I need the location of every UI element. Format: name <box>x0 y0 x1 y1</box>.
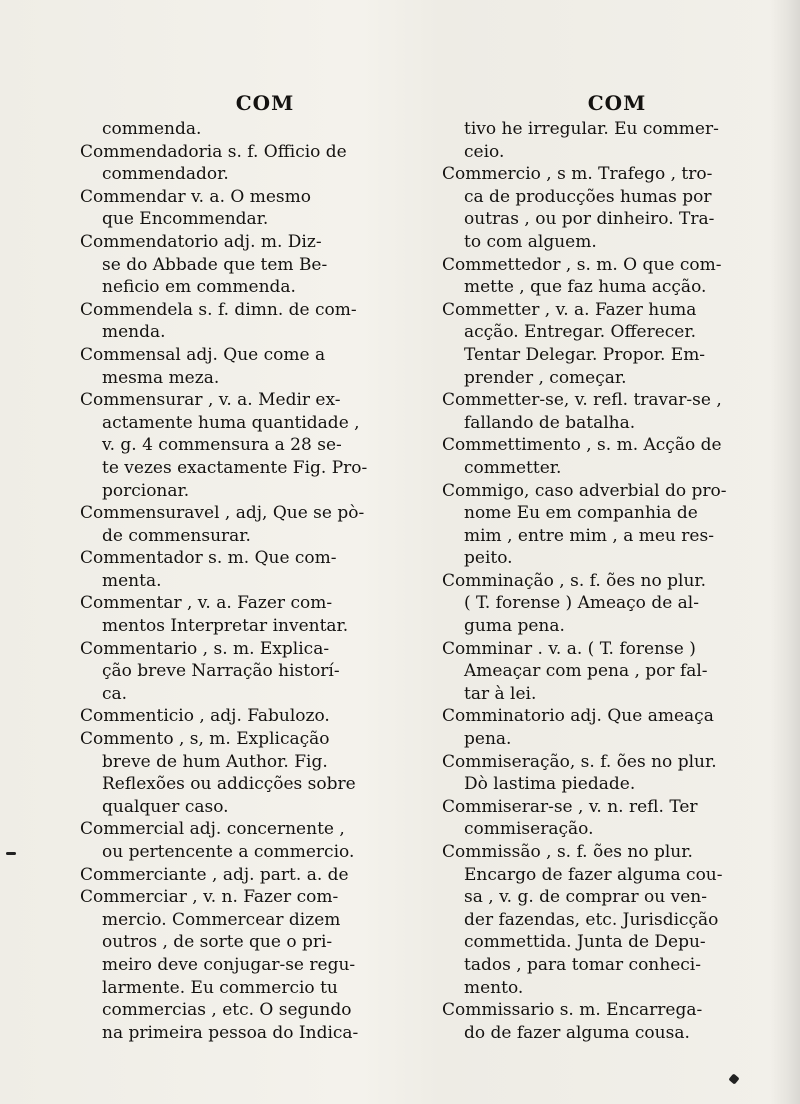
entry-line: Commendar v. a. O mesmo <box>80 186 311 207</box>
entry-line: Commiseração, s. f. ões no plur. <box>442 751 717 772</box>
entry-line: commenda. <box>102 119 202 139</box>
entry-line: mercio. Commercear dizem <box>102 909 341 930</box>
entry-line: Comminatorio adj. Que ameaça <box>442 706 714 727</box>
entry-line: outros , de sorte que o pri- <box>102 932 333 953</box>
entry-line: do de fazer alguma cousa. <box>464 1022 690 1043</box>
entry-line: neficio em commenda. <box>102 277 296 298</box>
entry-line: mesma meza. <box>102 367 220 388</box>
entry-line: ca de producções humas por <box>464 186 712 207</box>
entry-line: Tentar Delegar. Propor. Em- <box>464 344 706 365</box>
entry-line: se do Abbade que tem Be- <box>102 254 328 275</box>
left-running-header: COM <box>235 91 295 115</box>
entry-line: fallando de batalha. <box>464 412 636 433</box>
entry-line: breve de hum Author. Fig. <box>102 751 328 772</box>
entry-line: mette , que faz huma acção. <box>464 277 707 298</box>
left-entries <box>80 118 430 1044</box>
entry-line: Commentario , s. m. Explica- <box>80 638 330 659</box>
entry-line: porcionar. <box>102 480 190 501</box>
entry-line: Comminar . v. a. ( T. forense ) <box>442 638 696 659</box>
entry-line: Commercio , s m. Trafego , tro- <box>442 164 713 185</box>
entry-line: tar à lei. <box>464 683 537 704</box>
entry-line: commercias , etc. O segundo <box>102 1000 352 1021</box>
entry-line: Commensurar , v. a. Medir ex- <box>80 390 341 411</box>
entry-line: outras , ou por dinheiro. Tra- <box>464 209 715 230</box>
entry-line: Commensuravel , adj, Que se pò- <box>80 503 365 524</box>
entry-line: Reflexões ou addicções sobre <box>102 774 356 795</box>
entry-line: Commento , s, m. Explicação <box>80 729 330 750</box>
ink-smudge <box>6 852 16 855</box>
entry-line: Commendela s. f. dimn. de com- <box>80 299 357 320</box>
entry-line: commiseração. <box>464 819 594 840</box>
entry-line: menda. <box>102 322 166 343</box>
entry-line: te vezes exactamente Fig. Pro- <box>102 457 368 478</box>
entry-line: mento. <box>464 977 524 998</box>
entry-line: v. g. 4 commensura a 28 se- <box>102 435 342 456</box>
entry-line: Commiserar-se , v. n. refl. Ter <box>442 796 698 817</box>
entry-line: Commentador s. m. Que com- <box>80 548 337 569</box>
entry-line: Commensal adj. Que come a <box>80 344 326 365</box>
entry-line: ceio. <box>464 141 505 162</box>
entry-line: acção. Entregar. Offerecer. <box>464 322 697 343</box>
entry-line: Commerciar , v. n. Fazer com- <box>80 887 339 908</box>
entry-line: menta. <box>102 570 162 591</box>
entry-line: Commetter , v. a. Fazer huma <box>442 299 697 320</box>
entry-line: ( T. forense ) Ameaço de al- <box>464 593 699 614</box>
entry-line: ca. <box>102 683 128 704</box>
entry-line: commetter. <box>464 457 562 478</box>
entry-line: meiro deve conjugar-se regu- <box>102 954 356 975</box>
entry-line: sa , v. g. de comprar ou ven- <box>464 887 707 908</box>
entry-line: Commenticio , adj. Fabulozo. <box>80 706 330 727</box>
entry-line: larmente. Eu commercio tu <box>102 977 338 998</box>
entry-line: tados , para tomar conheci- <box>464 954 701 975</box>
entry-line: commettida. Junta de Depu- <box>464 932 706 953</box>
entry-line: Commetter-se, v. refl. travar-se , <box>442 390 722 411</box>
entry-line: ção breve Narração historí- <box>102 661 340 682</box>
entry-line: que Encommendar. <box>102 209 269 230</box>
left-column <box>80 88 430 1044</box>
entry-line: mim , entre mim , a meu res- <box>464 525 714 546</box>
entry-line: to com alguem. <box>464 231 597 252</box>
entry-line: actamente huma quantidade , <box>102 412 360 433</box>
entry-line: pena. <box>464 729 512 750</box>
entry-line: mentos Interpretar inventar. <box>102 616 349 637</box>
ink-smudge <box>728 1073 739 1084</box>
entry-line: Commendatorio adj. m. Diz- <box>80 231 322 252</box>
entry-line: Commendadoria s. f. Officio de <box>80 141 347 162</box>
entry-line: Commentar , v. a. Fazer com- <box>80 593 333 614</box>
entry-line: guma pena. <box>464 616 565 637</box>
entry-line: Commercial adj. concernente , <box>80 819 345 840</box>
entry-line: Ameaçar com pena , por fal- <box>464 661 708 682</box>
entry-line: de commensurar. <box>102 525 251 546</box>
entry-line: Dò lastima piedade. <box>464 774 636 795</box>
entry-line: Comminação , s. f. ões no plur. <box>442 570 707 591</box>
entry-line: Commissario s. m. Encarrega- <box>442 1000 703 1021</box>
entry-line: Commigo, caso adverbial do pro- <box>442 480 727 501</box>
entry-line: Commissão , s. f. ões no plur. <box>442 842 693 862</box>
entry-line: Commerciante , adj. part. a. de <box>80 864 349 885</box>
entry-line: commendador. <box>102 164 229 185</box>
right-column <box>442 88 782 1044</box>
entry-line: na primeira pessoa do Indica- <box>102 1022 359 1043</box>
entry-line: der fazendas, etc. Jurisdicção <box>464 909 719 930</box>
entry-line: ou pertencente a commercio. <box>102 842 355 862</box>
entry-line: qualquer caso. <box>102 796 229 817</box>
entry-line: prender , começar. <box>464 367 627 388</box>
entry-line: peito. <box>464 548 513 569</box>
entry-line: nome Eu em companhia de <box>464 503 698 524</box>
entry-line: Commettedor , s. m. O que com- <box>442 254 722 275</box>
entry-line: Commettimento , s. m. Acção de <box>442 435 722 456</box>
entry-line: Encargo de fazer alguma cou- <box>464 864 723 885</box>
right-entries <box>442 118 782 1044</box>
entry-line: tivo he irregular. Eu commer- <box>464 119 719 139</box>
right-running-header: COM <box>587 91 647 115</box>
